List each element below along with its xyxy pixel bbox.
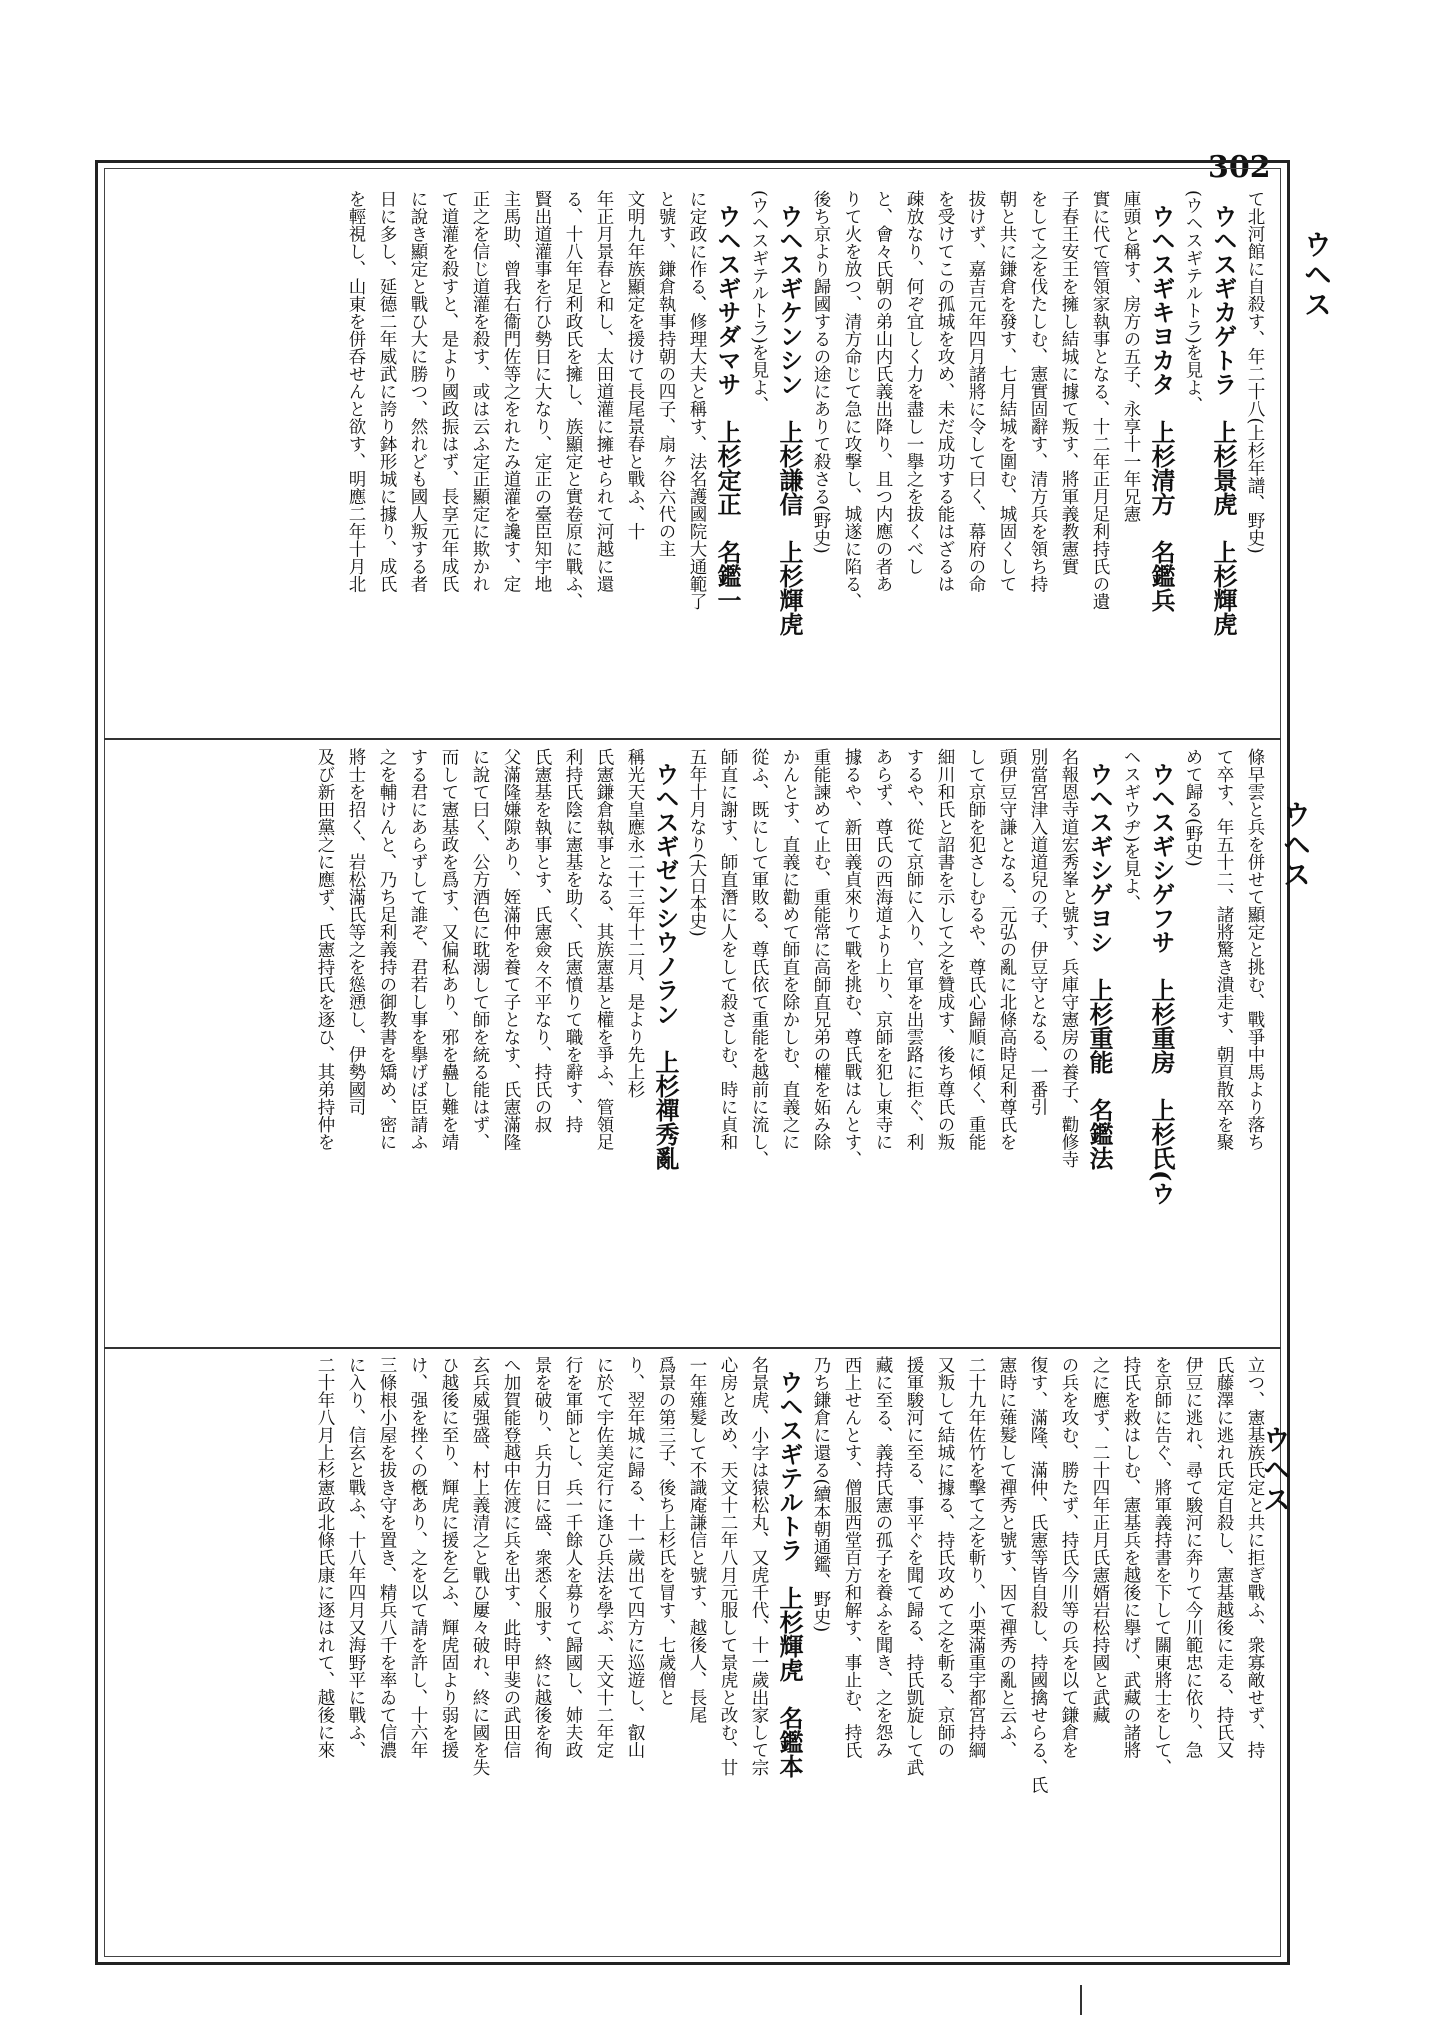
- section-divider-1: [104, 738, 1281, 740]
- text-line: 伊豆に逃れ、尋て駿河に奔りて今川範忠に依り、急: [1183, 1356, 1203, 1759]
- text-line: 名景虎、小字は猿松丸、又虎千代、十一歲出家して宗: [749, 1356, 769, 1776]
- text-line: 憲時に薙髮して禪秀と號す、因て禪秀の亂と云ふ、: [997, 1356, 1017, 1759]
- side-label-1: ウヘス: [1300, 230, 1333, 320]
- text-line: (ウヘスギテルトラ)を見よ、: [749, 190, 769, 414]
- text-line: ヘスギウヂ)を見よ、: [1121, 748, 1141, 913]
- text-line: 重能諫めて止む、重能常に高師直兄弟の權を妬み除: [811, 748, 831, 1151]
- text-line: 細川和氏と詔書を示して之を贊成す、後ち尊氏の叛: [935, 748, 955, 1151]
- text-line: 頭伊豆守謙となる、元弘の亂に北條高時足利尊氏を: [997, 748, 1017, 1151]
- text-line: 拔けず、嘉吉元年四月諸將に令して曰く、幕府の命: [966, 190, 986, 593]
- text-line: 之を輔けんと、乃ち足利義持の御教書を矯め、密に: [377, 748, 397, 1151]
- text-line: 年正月景春と和し、太田道灌に擁せられて河越に還: [594, 190, 614, 593]
- entry-heading: ウヘスギカゲトラ 上杉景虎 上杉輝虎: [1209, 204, 1238, 637]
- text-line: 正之を信じ道灌を殺す、或は云ふ定正顯定に欺かれ: [470, 190, 490, 593]
- text-line: に入り、信玄と戰ふ、十八年四月又海野平に戰ふ、: [346, 1356, 366, 1759]
- text-line: 利持氏陰に憲基を助く、氏憲憤りて職を辭す、持: [563, 748, 583, 1133]
- text-line: 條早雲と兵を併せて顯定と挑む、戰爭中馬より落ち: [1245, 748, 1265, 1151]
- text-line: 玄兵威强盛、村上義清之と戰ひ屢々破れ、終に國を失: [470, 1356, 490, 1776]
- text-line: に說て曰く、公方酒色に耽溺して師を統る能はず、: [470, 748, 490, 1151]
- text-line: と號す、鎌倉執事持朝の四子、扇ヶ谷六代の主: [656, 190, 676, 558]
- text-line: する君にあらずして誰ぞ、君若し事を擧げば臣請ふ: [408, 748, 428, 1151]
- entry-heading: ウヘスギキヨカタ 上杉清方 名鑑兵: [1147, 204, 1176, 613]
- text-line: をして之を伐たしむ、憲實固辭す、清方兵を領ち持: [1028, 190, 1048, 593]
- text-line: 朝と共に鎌倉を發す、七月結城を圍む、城固くして: [997, 190, 1017, 593]
- text-line: 氏憲基を執事とす、氏憲僉々不平なり、持氏の叔: [532, 748, 552, 1133]
- text-line: 氏藤澤に逃れ氏定自殺し、憲基越後に走る、持氏又: [1214, 1356, 1234, 1759]
- text-line: に於て宇佐美定行に逢ひ兵法を學ぶ、天文十二年定: [594, 1356, 614, 1759]
- text-line: (ウヘスギテルトラ)を見よ、: [1183, 190, 1203, 414]
- text-line: 主馬助、曾我右衞門佐等之をれたみ道灌を讒す、定: [501, 190, 521, 593]
- text-line: ひ越後に至り、輝虎に援を乞ふ、輝虎固より弱を援: [439, 1356, 459, 1759]
- text-line: 乃ち鎌倉に還る(續本朝通鑑、野史): [811, 1356, 831, 1633]
- text-line: 之に應ず、二十四年正月氏憲婿岩松持國と武藏: [1090, 1356, 1110, 1724]
- text-line: 西上せんとす、僧服西堂百方和解す、事止む、持氏: [842, 1356, 862, 1759]
- text-block-2: [110, 748, 1270, 1338]
- text-line: に說き顯定と戰ひ大に勝つ、然れども國人叛する者: [408, 190, 428, 593]
- side-label-3: ウヘス: [1259, 1425, 1292, 1515]
- text-block-3: [110, 1356, 1270, 1946]
- text-line: り、翌年城に歸る、十一歲出て四方に巡遊し、叡山: [625, 1356, 645, 1759]
- text-line: て道灌を殺すと、是より國政振はず、長享元年成氏: [439, 190, 459, 593]
- text-line: を受けてこの孤城を攻め、未だ成功する能はざるは: [935, 190, 955, 593]
- text-line: を輕視し、山東を併呑せんと欲す、明應二年十月北: [346, 190, 366, 593]
- text-line: て卒す、年五十二、諸將驚き潰走す、朝頁散卒を聚: [1214, 748, 1234, 1151]
- entry-heading: ウヘスギテルトラ 上杉輝虎 名鑑本: [775, 1370, 804, 1779]
- text-line: 持氏を救はしむ、憲基兵を越後に擧げ、武藏の諸將: [1121, 1356, 1141, 1759]
- text-line: と、會々氏朝の弟山内氏義出降り、且つ内應の者あ: [873, 190, 893, 593]
- text-line: 稱光天皇應永二十三年十二月、是より先上杉: [625, 748, 645, 1098]
- text-line: 從ふ、既にして軍敗る、尊氏依て重能を越前に流し、: [749, 748, 769, 1168]
- text-line: 將士を招く、岩松滿氏等之を慫慂し、伊勢國司: [346, 748, 366, 1116]
- text-line: 立つ、憲基族氏定と共に拒ぎ戰ふ、衆寡敵せず、持: [1245, 1356, 1265, 1759]
- text-line: を京師に告ぐ、將軍義持書を下して關東將士をして、: [1152, 1356, 1172, 1776]
- text-line: 一年薙髮して不識庵謙信と號す、越後人、長尾: [687, 1356, 707, 1724]
- text-line: 三條根小屋を拔き守を置き、精兵八千を率ゐて信濃: [377, 1356, 397, 1759]
- text-line: 別當宮津入道道兒の子、伊豆守となる、一番引: [1028, 748, 1048, 1116]
- text-line: て北河館に自殺す、年二十八(上杉年譜、野史): [1245, 190, 1265, 554]
- text-line: めて歸る(野史): [1183, 748, 1203, 867]
- text-line: 復す、滿隆、滿仲、氏憲等皆自殺し、持國擒せらる、氏: [1028, 1356, 1048, 1794]
- text-line: 及び新田黨之に應ず、氏憲持氏を逐ひ、其弟持仲を: [315, 748, 335, 1151]
- text-line: 爲景の第三子、後ち上杉氏を冒す、七歲僧と: [656, 1356, 676, 1706]
- text-line: 心房と改め、天文十二年八月元服して景虎と改む、廿: [718, 1356, 738, 1776]
- text-line: 又叛して結城に據る、持氏攻めて之を斬る、京師の: [935, 1356, 955, 1759]
- text-line: 日に多し、延德二年威武に誇り鉢形城に據り、成氏: [377, 190, 397, 593]
- text-line: 行を軍師とし、兵一千餘人を募りて歸國し、姉夫政: [563, 1356, 583, 1759]
- text-line: 師直に謝す、師直潛に人をして殺さしむ、時に貞和: [718, 748, 738, 1151]
- side-label-2: ウヘス: [1279, 800, 1312, 890]
- text-line: して京師を犯さしむるや、尊氏心歸順に傾く、重能: [966, 748, 986, 1151]
- text-line: 賢出道灌事を行ひ勢日に大なり、定正の臺臣知宇地: [532, 190, 552, 593]
- text-line: 父滿隆嫌隙あり、姪滿仲を養て子となす、氏憲滿隆: [501, 748, 521, 1151]
- text-line: 二十九年佐竹を擊て之を斬り、小栗滿重宇都宮持綱: [966, 1356, 986, 1759]
- text-line: するや、從て京師に入り、官軍を出雲路に拒ぐ、利: [904, 748, 924, 1151]
- text-line: に定政に作る、修理大夫と稱す、法名護國院大通範了: [687, 190, 707, 610]
- text-line: りて火を放つ、清方命じて急に攻撃し、城遂に陷る、: [842, 190, 862, 610]
- text-line: 據るや、新田義貞來りて戰を挑む、尊氏戰はんとす、: [842, 748, 862, 1168]
- page-number: 302: [1208, 150, 1271, 185]
- text-line: 二十年八月上杉憲政北條氏康に逐はれて、越後に來: [315, 1356, 335, 1759]
- section-divider-2: [104, 1347, 1281, 1349]
- text-line: け、强を挫くの槪あり、之を以て請を許し、十六年: [408, 1356, 428, 1759]
- text-block-1: [110, 190, 1270, 730]
- entry-heading: ウヘスギシゲフサ 上杉重房 上杉氏(ウ: [1147, 762, 1176, 1206]
- text-line: へ加賀能登越中佐渡に兵を出す、此時甲斐の武田信: [501, 1356, 521, 1759]
- text-line: 庫頭と稱す、房方の五子、永享十一年兄憲: [1121, 190, 1141, 523]
- entry-heading: ウヘスギゼンシウノラン 上杉禪秀亂: [651, 762, 680, 1171]
- text-line: 名報恩寺道宏秀峯と號す、兵庫守憲房の養子、勸修寺: [1059, 748, 1079, 1168]
- text-line: 後ち京より歸國するの途にありて殺さる(野史): [811, 190, 831, 554]
- text-line: の兵を攻む、勝たず、持氏今川等の兵を以て鎌倉を: [1059, 1356, 1079, 1759]
- text-line: 而して憲基政を爲す、又偏私あり、邪を蠱し難を靖: [439, 748, 459, 1151]
- entry-heading: ウヘスギケンシン 上杉謙信 上杉輝虎: [775, 204, 804, 637]
- text-line: る、十八年足利政氏を擁し、族顯定と實卷原に戰ふ、: [563, 190, 583, 610]
- entry-heading: ウヘスギシゲヨシ 上杉重能 名鑑法: [1085, 762, 1114, 1171]
- entry-heading: ウヘスギサダマサ 上杉定正 名鑑一: [713, 204, 742, 613]
- text-line: 氏憲鎌倉執事となる、其族憲基と權を爭ふ、管領足: [594, 748, 614, 1151]
- text-line: 援軍駿河に至る、事平ぐを聞て歸る、持氏凱旋して武: [904, 1356, 924, 1776]
- text-line: 疎放なり、何ぞ宜しく力を盡し一擧之を拔くべし: [904, 190, 924, 575]
- text-line: 子春王安王を擁し結城に據て叛す、將軍義教憲實: [1059, 190, 1079, 575]
- text-line: かんとす、直義に勸めて師直を除かしむ、直義之に: [780, 748, 800, 1151]
- text-line: 五年十月なり(大日本史): [687, 748, 707, 937]
- text-line: あらず、尊氏の西海道より上り、京師を犯し東寺に: [873, 748, 893, 1151]
- text-line: 文明九年族顯定を援けて長尾景春と戰ふ、十: [625, 190, 645, 540]
- bottom-mark: [1080, 1985, 1082, 2015]
- text-line: 景を破り、兵力日に盛、衆悉く服す、終に越後を徇: [532, 1356, 552, 1759]
- text-line: 藏に至る、義持氏憲の孤子を養ふを聞き、之を怨み: [873, 1356, 893, 1759]
- text-line: 實に代て管領家執事となる、十二年正月足利持氏の遺: [1090, 190, 1110, 610]
